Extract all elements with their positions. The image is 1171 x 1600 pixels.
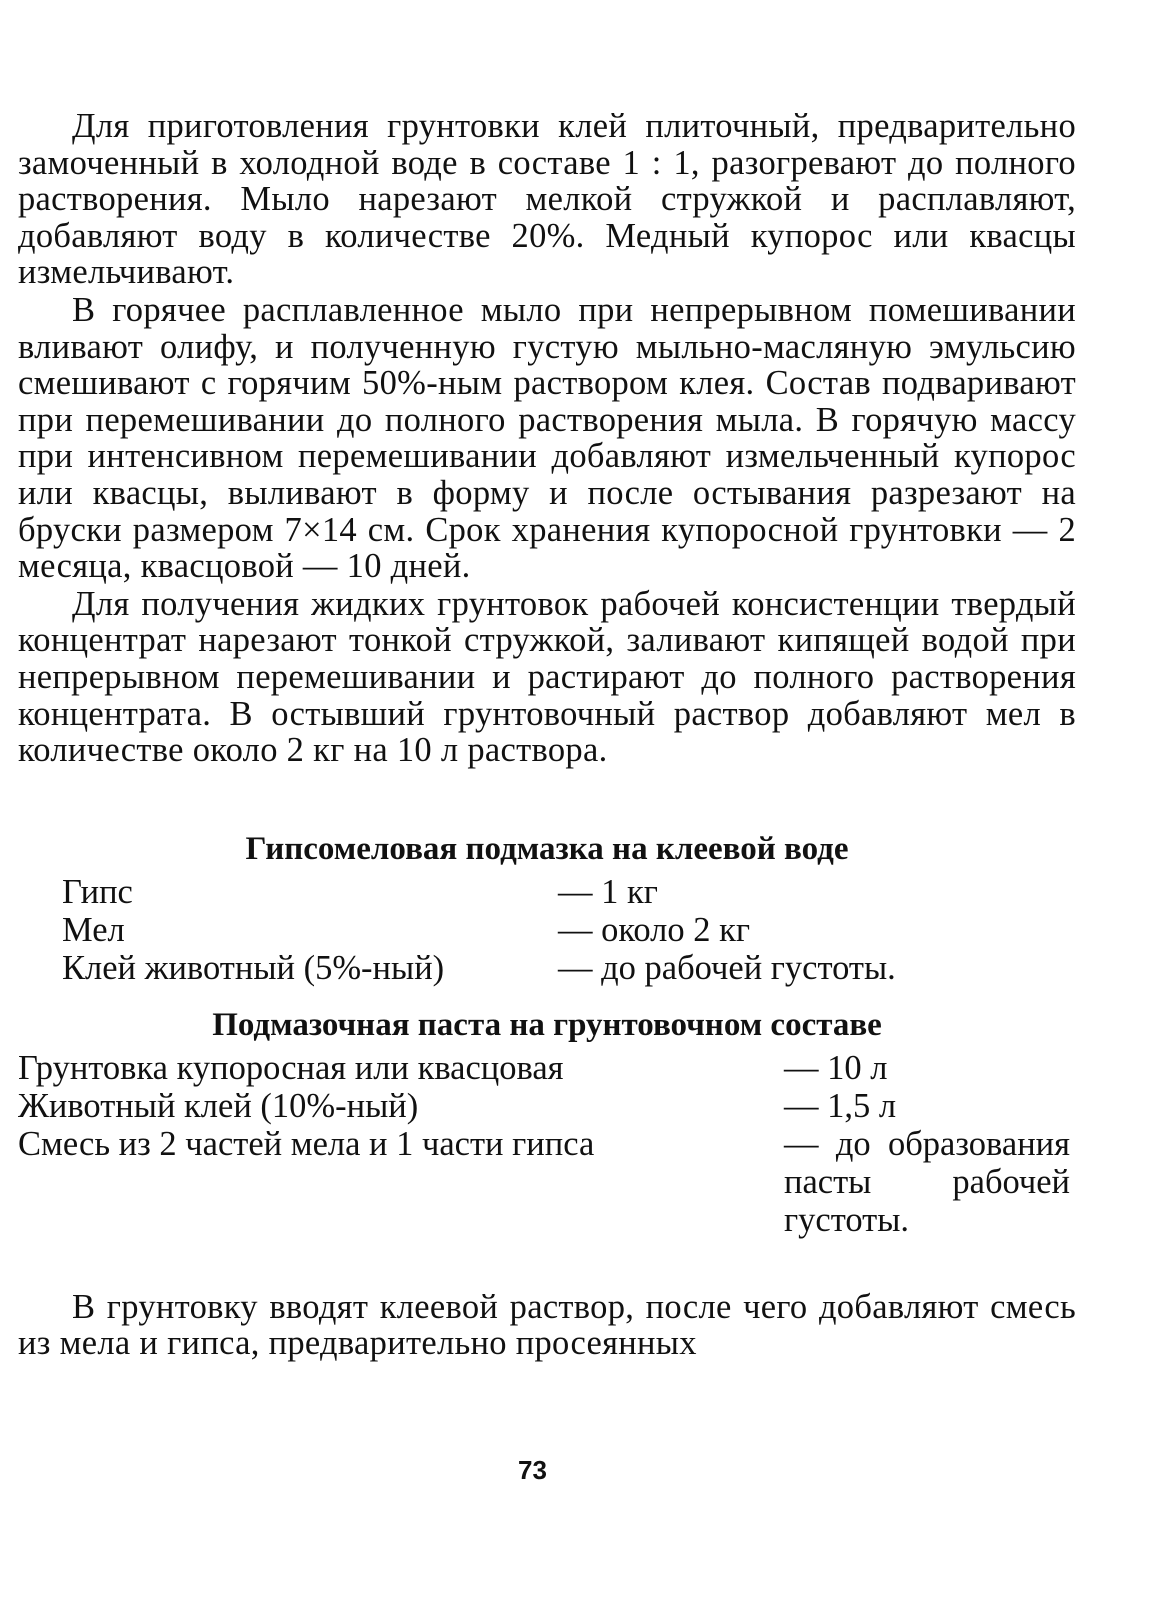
ingredient-name: Животный клей (10%-ный) [18, 1086, 419, 1125]
page-content [18, 108, 1076, 1362]
ingredient-amount: — 1,5 л [784, 1086, 897, 1125]
recipe-1-row [62, 873, 896, 911]
recipe-2-table [18, 1049, 1070, 1239]
ingredient-name: Клей животный (5%-ный) [62, 948, 445, 987]
recipe-2-row [18, 1049, 1070, 1087]
ingredient-amount: — 1 кг [558, 872, 658, 911]
ingredient-amount: — около 2 кг [558, 910, 751, 949]
ingredient-name: Грунтовка купоросная или квасцовая [18, 1048, 564, 1087]
ingredient-name: Гипс [62, 872, 133, 911]
ingredient-name: Мел [62, 910, 125, 949]
recipe-1-row [62, 949, 896, 987]
paragraph-1: Для приготовления грунтовки клей плиточный, предварительно замоченный в холодной воде в составе 1 : 1, разогревают до полного растворения. Мыло нарезают мелкой стружкой и расплавляют, добавляют воду в количестве 20%. Медный купорос или квасцы измельчивают. [18, 107, 1076, 292]
recipe-1-table [62, 873, 896, 987]
recipe-2-row [18, 1087, 1070, 1125]
recipe-1-row [62, 911, 896, 949]
recipe-2-title: Подмазочная паста на грунтовочном составе [212, 1006, 882, 1043]
page-number: 73 [518, 1455, 547, 1485]
paragraph-3: Для получения жидких грунтовок рабочей консистенции твердый концентрат нарезают тонкой стружкой, заливают кипящей водой при непрерывном перемешивании и растирают до полного растворения концентрата. В остывший грунтовочный раствор добавляют мел в количестве около 2 кг на 10 л раствора. [18, 584, 1076, 770]
paragraph-2: В горячее расплавленное мыло при непрерывном помешивании вливают олифу, и полученную густую мыльно-масляную эмульсию смешивают с горячим 50%-ным раствором клея. Состав подваривают при перемешивании до полного растворения мыла. В горячую массу при интенсивном перемешивании добавляют измельченный купорос или квасцы, выливают в форму и после остывания разрезают на бруски размером 7×14 см. Срок хранения купоросной грунтовки — 2 месяца, квасцовой — 10 дней. [18, 290, 1076, 586]
ingredient-amount: — до образования пасты рабочей густоты. [784, 1124, 1070, 1239]
ingredient-name: Смесь из 2 частей мела и 1 части гипса [18, 1124, 595, 1163]
recipe-2-row [18, 1125, 1070, 1239]
recipe-1-title: Гипсомеловая подмазка на клеевой воде [245, 830, 849, 867]
ingredient-amount: — 10 л [784, 1048, 888, 1087]
ingredient-amount: — до рабочей густоты. [558, 948, 896, 987]
paragraph-final: В грунтовку вводят клеевой раствор, после чего добавляют смесь из мела и гипса, предварительно просеянных [18, 1287, 1076, 1363]
